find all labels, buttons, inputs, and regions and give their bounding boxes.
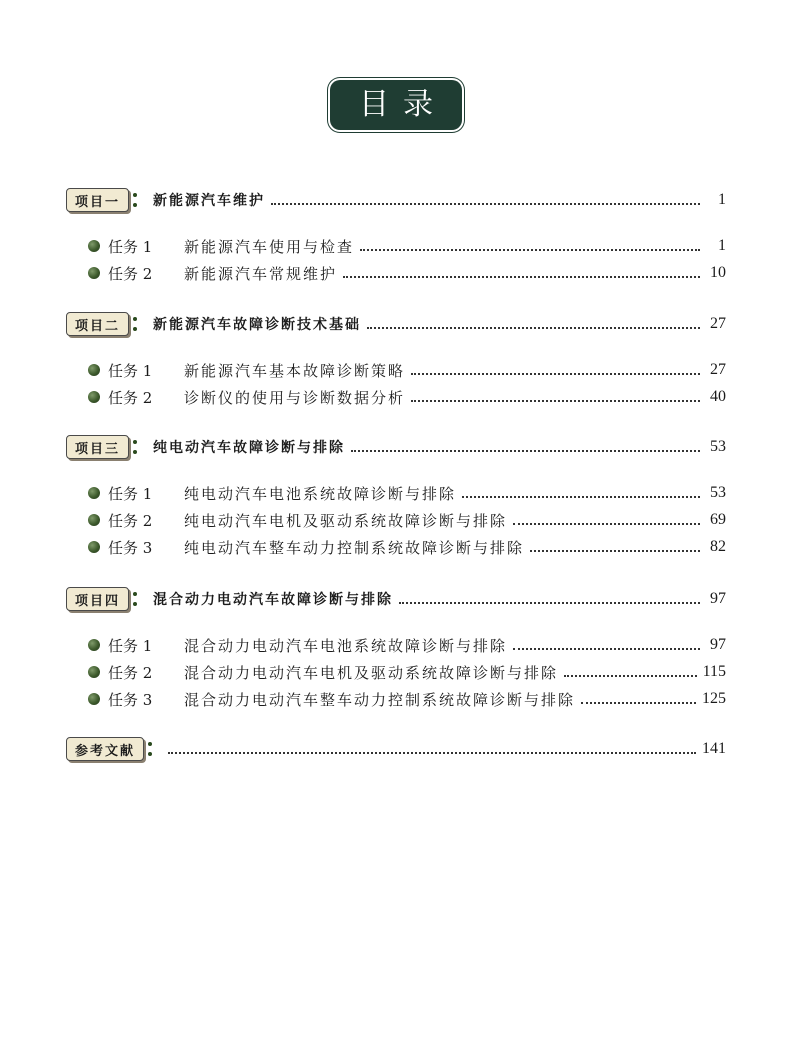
- dot-leader: [581, 702, 696, 704]
- toc-task-entry[interactable]: [88, 535, 726, 559]
- tag-colon-icon: [133, 317, 141, 331]
- tag-colon-icon: [133, 592, 141, 606]
- dot-leader: [351, 450, 700, 452]
- bullet-icon: [88, 267, 100, 279]
- toc-task-entry[interactable]: [88, 633, 726, 657]
- section-tag: 项目四: [66, 587, 129, 611]
- dot-leader: [367, 327, 700, 329]
- section-tag: 项目二: [66, 312, 129, 336]
- section-tag: 参考文献: [66, 737, 144, 761]
- bullet-icon: [88, 666, 100, 678]
- task-title: 纯电动汽车整车动力控制系统故障诊断与排除: [184, 538, 525, 557]
- tag-colon-icon: [133, 193, 141, 207]
- toc-section-entry[interactable]: [66, 735, 726, 763]
- section-title: 混合动力电动汽车故障诊断与排除: [153, 592, 394, 608]
- task-label: 任务 1: [108, 484, 153, 503]
- toc-task-entry[interactable]: [88, 660, 726, 684]
- page-number: 1: [718, 237, 726, 254]
- task-title: 新能源汽车常规维护: [184, 264, 338, 283]
- page-number: 53: [710, 484, 726, 501]
- toc-section-entry[interactable]: [66, 433, 726, 461]
- dot-leader: [411, 373, 700, 375]
- toc-section-entry[interactable]: [66, 585, 726, 613]
- page-number: 27: [710, 315, 726, 332]
- page-title: 目录: [359, 87, 447, 122]
- toc-task-entry[interactable]: [88, 687, 726, 711]
- page-number: 97: [710, 636, 726, 653]
- task-label: 任务 2: [108, 264, 153, 283]
- task-title: 新能源汽车基本故障诊断策略: [184, 361, 406, 380]
- toc-task-entry[interactable]: [88, 358, 726, 382]
- task-label: 任务 1: [108, 636, 153, 655]
- section-title: 纯电动汽车故障诊断与排除: [153, 440, 346, 456]
- dot-leader: [462, 496, 700, 498]
- toc-task-entry[interactable]: [88, 234, 726, 258]
- bullet-icon: [88, 541, 100, 553]
- page-number: 82: [710, 538, 726, 555]
- task-title: 新能源汽车使用与检查: [184, 237, 355, 256]
- page-number: 40: [710, 388, 726, 405]
- tag-colon-icon: [133, 440, 141, 454]
- task-label: 任务 2: [108, 663, 153, 682]
- toc-task-entry[interactable]: [88, 261, 726, 285]
- bullet-icon: [88, 487, 100, 499]
- dot-leader: [564, 675, 697, 677]
- section-title: 新能源汽车故障诊断技术基础: [153, 317, 362, 333]
- section-title: 新能源汽车维护: [153, 193, 266, 209]
- page-number: 125: [702, 690, 726, 707]
- dot-leader: [168, 752, 696, 754]
- page-number: 27: [710, 361, 726, 378]
- dot-leader: [343, 276, 700, 278]
- dot-leader: [399, 602, 700, 604]
- page-number: 69: [710, 511, 726, 528]
- task-title: 纯电动汽车电池系统故障诊断与排除: [184, 484, 457, 503]
- task-label: 任务 2: [108, 388, 153, 407]
- page-number: 115: [702, 663, 726, 680]
- toc-task-entry[interactable]: [88, 385, 726, 409]
- task-title: 诊断仪的使用与诊断数据分析: [184, 388, 406, 407]
- toc-section-entry[interactable]: [66, 186, 726, 214]
- task-title: 混合动力电动汽车电池系统故障诊断与排除: [184, 636, 508, 655]
- dot-leader: [530, 550, 700, 552]
- bullet-icon: [88, 364, 100, 376]
- bullet-icon: [88, 240, 100, 252]
- toc-task-entry[interactable]: [88, 508, 726, 532]
- dot-leader: [360, 249, 700, 251]
- task-label: 任务 3: [108, 538, 153, 557]
- page-number: 10: [710, 264, 726, 281]
- task-title: 混合动力电动汽车电机及驱动系统故障诊断与排除: [184, 663, 559, 682]
- task-label: 任务 1: [108, 361, 153, 380]
- toc-header: [0, 74, 790, 136]
- dot-leader: [513, 523, 700, 525]
- task-title: 纯电动汽车电机及驱动系统故障诊断与排除: [184, 511, 508, 530]
- title-box: [330, 80, 462, 130]
- dot-leader: [411, 400, 700, 402]
- bullet-icon: [88, 514, 100, 526]
- tag-colon-icon: [148, 742, 156, 756]
- toc-task-entry[interactable]: [88, 481, 726, 505]
- task-title: 混合动力电动汽车整车动力控制系统故障诊断与排除: [184, 690, 576, 709]
- task-label: 任务 1: [108, 237, 153, 256]
- section-tag: 项目三: [66, 435, 129, 459]
- dot-leader: [513, 648, 700, 650]
- bullet-icon: [88, 693, 100, 705]
- bullet-icon: [88, 391, 100, 403]
- page-number: 1: [718, 191, 726, 208]
- page-number: 141: [702, 740, 726, 757]
- task-label: 任务 3: [108, 690, 153, 709]
- task-label: 任务 2: [108, 511, 153, 530]
- toc-section-entry[interactable]: [66, 310, 726, 338]
- page-number: 97: [710, 590, 726, 607]
- bullet-icon: [88, 639, 100, 651]
- dot-leader: [271, 203, 700, 205]
- page-number: 53: [710, 438, 726, 455]
- section-tag: 项目一: [66, 188, 129, 212]
